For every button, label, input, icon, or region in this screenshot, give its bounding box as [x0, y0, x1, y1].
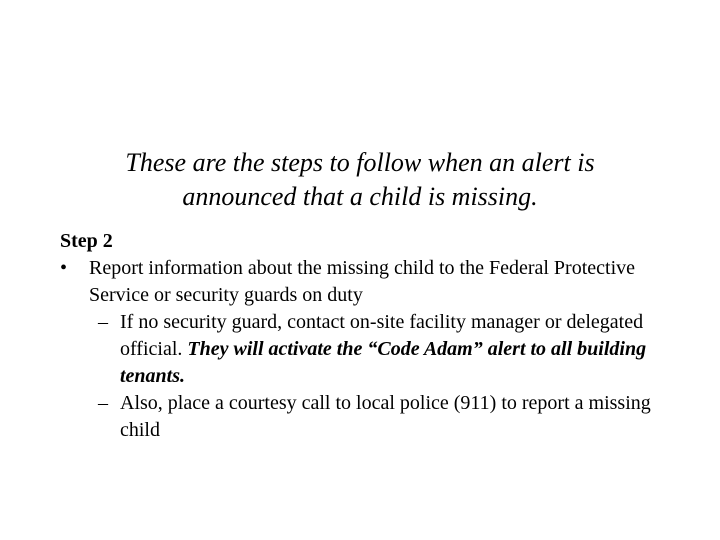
sub-bullet-item-2: [60, 390, 690, 444]
sub-bullet-marker-2: –: [98, 392, 108, 414]
title-line-2: announced that a child is missing.: [182, 182, 538, 211]
bullet-text: Report information about the missing child to the Federal Protective Service or security guards on duty: [89, 257, 635, 306]
title-line-1: These are the steps to follow when an alert is: [125, 148, 595, 177]
sub-bullet-text-2: Also, place a courtesy call to local police (911) to report a missing child: [120, 392, 651, 441]
sub-bullet-text-1: If no security guard, contact on-site facility manager or delegated official.: [120, 311, 644, 360]
slide-title: [60, 146, 660, 214]
sub-bullet-marker-1: –: [98, 311, 108, 333]
sub-bullet-item-1: [60, 309, 690, 390]
slide-body: [60, 228, 690, 444]
bullet-item: [60, 255, 690, 309]
bullet-marker: •: [60, 257, 68, 279]
sub-bullet-emphasis-1: They will activate the “Code Adam” alert to all building tenants.: [120, 338, 647, 387]
step-label: Step 2: [60, 230, 113, 252]
